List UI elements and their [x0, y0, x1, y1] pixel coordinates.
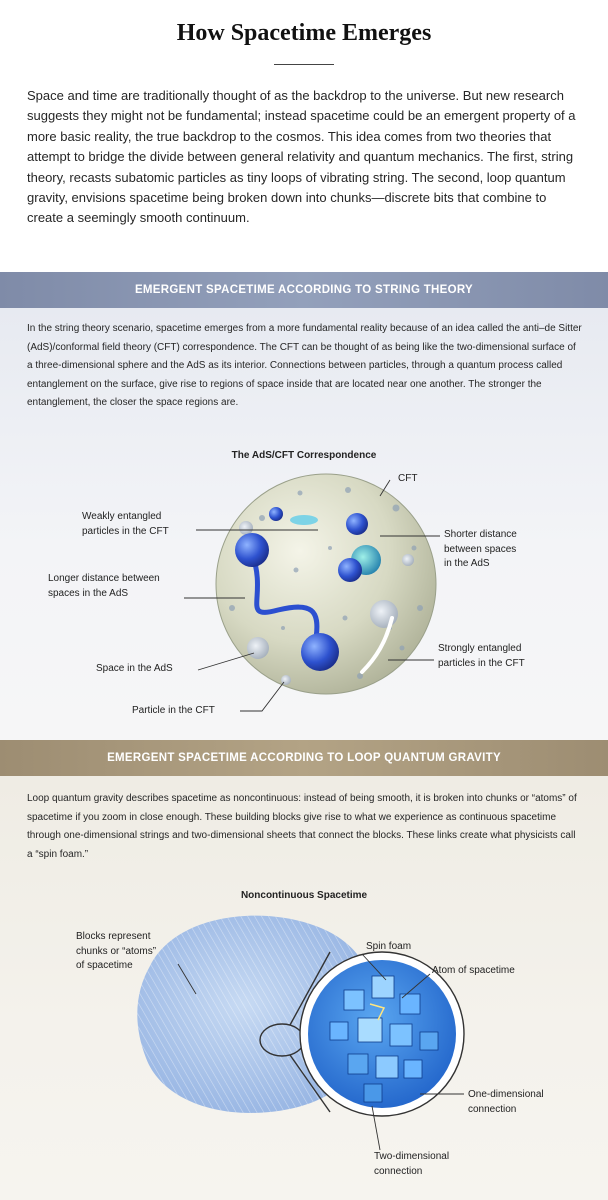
string-theory-section [0, 308, 608, 740]
blue-space-2 [301, 633, 339, 671]
ads-space-grey-1 [247, 637, 269, 659]
ads-space-grey-3 [239, 521, 253, 535]
intro-paragraph: Space and time are traditionally thought of as the backdrop to the universe. But new research suggests they might not be fundamental; instead spacetime could be an emergent property of a more basic reality, the true backdrop to the cosmos. This idea comes from two theories that attempt to bridge the divide between general relativity and quantum mechanics. The first, string theory, recasts subatomic particles as tiny loops of vibrating string. The second, loop quantum gravity, envisions spacetime being broken down into chunks—discrete bits that combine to create a seemingly smooth continuum. [27, 88, 576, 226]
string-theory-paragraph: In the string theory scenario, spacetime emerges from a more fundamental reality because of an idea called the anti–de Sitter (AdS)/conformal field theory (CFT) correspondence. The CFT can be thought of as being like the two-dimensional surface of a three-dimensional sphere and the AdS as its interior. Connections between particles, through a quantum process called entanglement on the surface, give rise to regions of space inside that are located near one another. The stronger the entanglement, the closer the space regions are. [27, 323, 582, 409]
label-shorter-distance: Shorter distance between spaces in the AdS [444, 529, 517, 569]
intro-section [0, 0, 608, 272]
label-particle-in-cft: Particle in the CFT [132, 705, 215, 716]
teal-space-2 [338, 558, 362, 582]
label-cft: CFT [398, 473, 418, 484]
label-one-dimensional: One-dimensional connection [468, 1089, 544, 1115]
label-two-dimensional: Two-dimensional connection [374, 1151, 450, 1177]
label-space-in-ads: Space in the AdS [96, 663, 173, 674]
label-longer-distance: Longer distance between spaces in the AdS [48, 573, 160, 599]
blue-space-3 [346, 513, 368, 535]
lqg-heading: EMERGENT SPACETIME ACCORDING TO LOOP QUANTUM GRAVITY [107, 752, 501, 764]
lqg-section [0, 776, 608, 1200]
label-atom-of-spacetime: Atom of spacetime [432, 965, 515, 976]
lqg-banner [0, 740, 608, 776]
blue-space-4 [269, 507, 283, 521]
ads-cft-figure-title: The AdS/CFT Correspondence [231, 450, 377, 461]
lqg-paragraph: Loop quantum gravity describes spacetime as noncontinuous: instead of being smooth, it is broken into chunks or “atoms” of spacetime if you zoom in close enough. These building blocks give rise to what we experience as continuous spacetime through one-dimensional strings and two-dimensional sheets that connect the blocks. These links create what physicists call a “spin foam.” [27, 793, 577, 860]
ads-space-grey-4 [402, 554, 414, 566]
label-strongly-entangled: Strongly entangled particles in the CFT [438, 643, 525, 669]
noncontinuous-figure-title: Noncontinuous Spacetime [240, 890, 368, 901]
ads-space-grey-2 [370, 600, 398, 628]
label-weakly-entangled: Weakly entangled particles in the CFT [82, 511, 169, 537]
blue-space-1 [235, 533, 269, 567]
spin-foam-illustration [0, 776, 608, 1200]
label-blocks: Blocks represent chunks or “atoms” of spacetime [76, 931, 157, 971]
string-theory-banner [0, 272, 608, 308]
string-theory-heading: EMERGENT SPACETIME ACCORDING TO STRING THEORY [134, 284, 474, 296]
title-divider [274, 64, 334, 65]
label-spin-foam: Spin foam [366, 941, 412, 952]
page-title: How Spacetime Emerges [176, 20, 432, 46]
weak-entangled-pair [290, 515, 318, 525]
